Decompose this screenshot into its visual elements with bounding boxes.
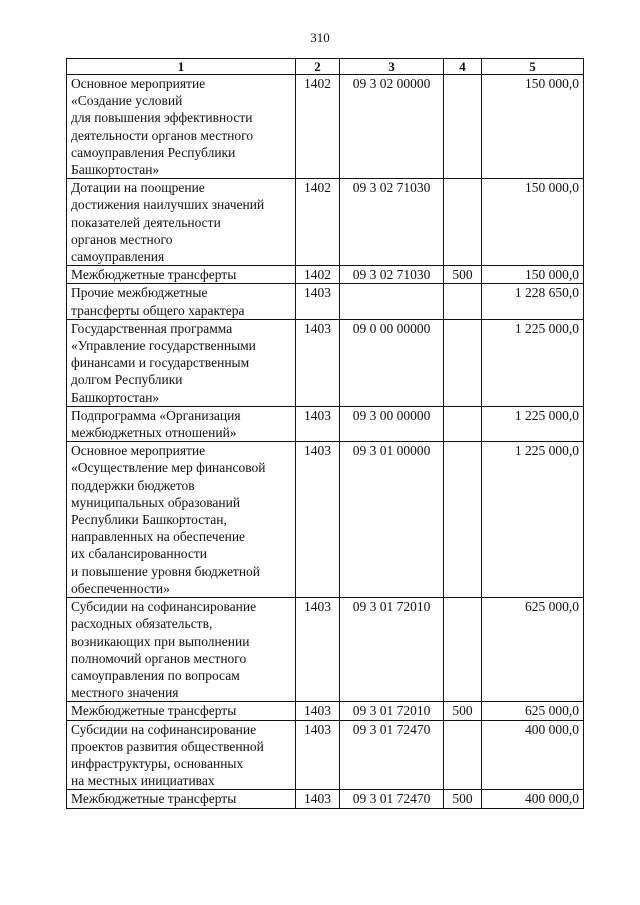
row-name-cell: Субсидии на софинансирование расходных обязательств, возникающих при выполнении полномочий органов местного самоуправления по вопросам местного значения	[67, 598, 296, 702]
row-section-cell: 1402	[296, 266, 340, 284]
row-code-cell: 09 3 02 71030	[340, 179, 444, 266]
row-name-cell: Основное мероприятие «Создание условий для повышения эффективности деятельности органов местного самоуправления Республики Башкортостан»	[67, 75, 296, 179]
row-section-cell: 1403	[296, 406, 340, 441]
row-amount-cell: 1 225 000,0	[482, 406, 584, 441]
table-header-row	[67, 59, 584, 75]
row-section-cell: 1403	[296, 319, 340, 406]
table-row	[67, 598, 584, 702]
table-row	[67, 702, 584, 720]
col-header-3: 3	[340, 59, 444, 75]
row-amount-cell: 625 000,0	[482, 702, 584, 720]
row-section-cell: 1402	[296, 179, 340, 266]
row-section-cell: 1402	[296, 75, 340, 179]
table-row	[67, 75, 584, 179]
row-name-cell: Основное мероприятие «Осуществление мер финансовой поддержки бюджетов муниципальных образований Республики Башкортостан, направленных на обеспечение их сбалансированности и повышение уровня бюджетной обеспеченности»	[67, 442, 296, 598]
row-name-cell: Дотации на поощрение достижения наилучших значений показателей деятельности органов местного самоуправления	[67, 179, 296, 266]
row-code-cell: 09 3 00 00000	[340, 406, 444, 441]
row-amount-cell: 150 000,0	[482, 75, 584, 179]
table-row	[67, 284, 584, 319]
row-section-cell: 1403	[296, 284, 340, 319]
row-code-cell: 09 3 01 72010	[340, 702, 444, 720]
col-header-1: 1	[67, 59, 296, 75]
row-code-cell: 09 3 01 72010	[340, 598, 444, 702]
row-amount-cell: 150 000,0	[482, 179, 584, 266]
page-number: 310	[310, 30, 330, 45]
row-type-cell	[444, 75, 482, 179]
row-amount-cell: 1 228 650,0	[482, 284, 584, 319]
row-type-cell	[444, 598, 482, 702]
row-type-cell	[444, 720, 482, 790]
row-code-cell: 09 3 02 00000	[340, 75, 444, 179]
row-name-cell: Субсидии на софинансирование проектов развития общественной инфраструктуры, основанных на местных инициативах	[67, 720, 296, 790]
row-code-cell: 09 3 01 72470	[340, 790, 444, 808]
budget-table	[66, 58, 584, 809]
row-amount-cell: 1 225 000,0	[482, 319, 584, 406]
row-type-cell	[444, 319, 482, 406]
row-name-cell: Прочие межбюджетные трансферты общего характера	[67, 284, 296, 319]
row-section-cell: 1403	[296, 598, 340, 702]
table-body	[67, 75, 584, 809]
row-amount-cell: 625 000,0	[482, 598, 584, 702]
row-section-cell: 1403	[296, 720, 340, 790]
row-name-cell: Государственная программа «Управление государственными финансами и государственным долгом Республики Башкортостан»	[67, 319, 296, 406]
row-type-cell	[444, 442, 482, 598]
col-header-4: 4	[444, 59, 482, 75]
row-amount-cell: 400 000,0	[482, 720, 584, 790]
table-row	[67, 319, 584, 406]
row-code-cell: 09 3 01 72470	[340, 720, 444, 790]
row-type-cell: 500	[444, 702, 482, 720]
row-type-cell	[444, 406, 482, 441]
row-name-cell: Межбюджетные трансферты	[67, 702, 296, 720]
table-row	[67, 266, 584, 284]
row-section-cell: 1403	[296, 442, 340, 598]
row-code-cell: 09 0 00 00000	[340, 319, 444, 406]
row-name-cell: Межбюджетные трансферты	[67, 790, 296, 808]
row-amount-cell: 400 000,0	[482, 790, 584, 808]
row-type-cell	[444, 179, 482, 266]
row-type-cell: 500	[444, 790, 482, 808]
row-amount-cell: 1 225 000,0	[482, 442, 584, 598]
row-code-cell: 09 3 01 00000	[340, 442, 444, 598]
row-amount-cell: 150 000,0	[482, 266, 584, 284]
table-row	[67, 720, 584, 790]
row-type-cell	[444, 284, 482, 319]
table-row	[67, 442, 584, 598]
row-code-cell	[340, 284, 444, 319]
table-row	[67, 406, 584, 441]
row-name-cell: Подпрограмма «Организация межбюджетных отношений»	[67, 406, 296, 441]
col-header-2: 2	[296, 59, 340, 75]
col-header-5: 5	[482, 59, 584, 75]
table-row	[67, 790, 584, 808]
row-section-cell: 1403	[296, 702, 340, 720]
table-row	[67, 179, 584, 266]
row-type-cell: 500	[444, 266, 482, 284]
row-section-cell: 1403	[296, 790, 340, 808]
row-code-cell: 09 3 02 71030	[340, 266, 444, 284]
row-name-cell: Межбюджетные трансферты	[67, 266, 296, 284]
